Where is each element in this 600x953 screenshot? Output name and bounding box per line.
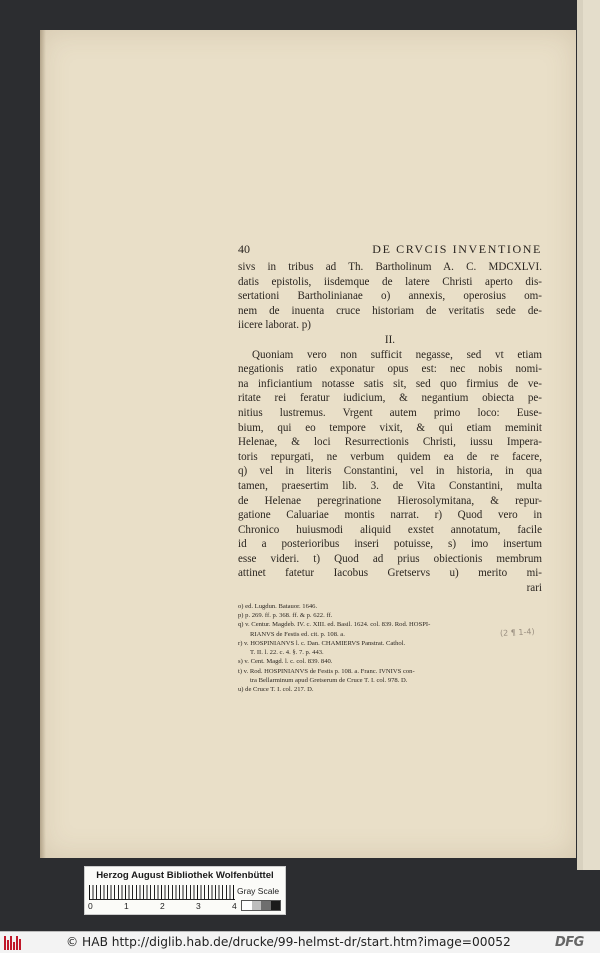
body-line: id a posterioribus inseri potuisse, s) imo insertum [238, 538, 542, 551]
body-line: q) vel in literis Constantini, vel in historia, in qua [238, 465, 542, 478]
body-line: na inficiantium notasse satis sit, sed quo firmius de ve- [238, 377, 542, 390]
body-line: sertationi Bartholinianae o) annexis, operosius om- [238, 290, 542, 303]
catchword: rari [526, 582, 542, 595]
ruler-number: 1 [124, 901, 129, 911]
body-line: toris repurgati, ne verbum quidem ea de re facere, [238, 450, 542, 463]
body-line: attinet fatetur Iacobus Gretservs u) merito mi- [238, 567, 542, 580]
ruler-numbers [85, 901, 245, 913]
hab-logo-icon [4, 936, 22, 950]
footer-bar [0, 931, 600, 953]
ruler-scale [89, 885, 235, 900]
gray-swatch [252, 901, 262, 910]
gray-swatch [242, 901, 252, 910]
footnote: q) v. Centur. Magdeb. IV. c. XIII. ed. Basil. 1624. col. 839. Rod. HOSPI- [238, 621, 431, 629]
body-line: gatione Caluariae montis narrat. r) Quod vero in [238, 509, 542, 522]
body-line: ritate rei feratur iudicium, & negantium obiecta pe- [238, 392, 542, 405]
dfg-logo: DFG [555, 935, 584, 950]
body-line: datis epistolis, iisdemque de latere Christi aperto dis- [238, 275, 542, 288]
footnote: tra Bellarminum apud Gretserum de Cruce T. I. col. 978. D. [250, 677, 408, 685]
color-calibration-bar [84, 866, 286, 915]
footnote: u) de Cruce T. I. col. 217. D. [238, 686, 314, 694]
body-line: Chronico huiusmodi aliquid exstet annotatum, facile [238, 523, 542, 536]
body-line: iicere laborat. p) [238, 319, 311, 332]
footnote: RIANVS de Festis ed. cit. p. 108. a. [250, 630, 345, 638]
footnotes [238, 602, 542, 695]
library-name: Herzog August Bibliothek Wolfenbüttel [96, 870, 274, 881]
body-line: tamen, praesertim lib. 3. de Vita Constantini, multa [238, 479, 542, 492]
book-page [40, 30, 576, 858]
body-line: bium, qui eo tempore vixit, & qui etiam meminit [238, 421, 542, 434]
gray-scale-label: Gray Scale [237, 886, 280, 896]
running-title: DE CRVCIS INVENTIONE [372, 242, 542, 256]
body-line: esse videri. t) Quod ad prius obiectionis membrum [238, 552, 542, 565]
body-line: nitius lustremus. Vrgent autem primo loco: Euse- [238, 406, 542, 419]
footnote: o) ed. Lugdun. Batauor. 1646. [238, 602, 318, 610]
body-line: de Helenae peregrinatione Hierosolymitana, & repur- [238, 494, 542, 507]
body-line: negationis ratio exponatur opus est: nec nobis nomi- [238, 363, 542, 376]
body-line: Helenae, & loci Resurrectionis Christi, iussu Impera- [238, 436, 542, 449]
footnote: T. II. l. 22. c. 4. §. 7. p. 443. [250, 649, 324, 657]
ruler-number: 2 [160, 901, 165, 911]
gray-swatch [261, 901, 271, 910]
page-number: 40 [238, 242, 250, 256]
body-line: Quoniam vero non sufficit negasse, sed vt etiam [252, 348, 542, 361]
body-line: sivs in tribus ad Th. Bartholinum A. C. MDCXLVI. [238, 261, 542, 273]
footnote: p) p. 269. ff. p. 368. ff. & p. 622. ff. [238, 611, 333, 619]
ruler-number: 4 [232, 901, 237, 911]
ruler-number: 0 [88, 901, 93, 911]
section-number: II. [384, 333, 396, 346]
pencil-annotation: (2 ¶ 1-4) [499, 627, 535, 638]
footnote: t) v. Rod. HOSPINIANVS de Festis p. 108. a. Franc. IVNIVS con- [238, 667, 415, 675]
source-url[interactable]: © HAB http://diglib.hab.de/drucke/99-helmst-dr/start.htm?image=00052 [66, 935, 511, 949]
adjacent-page-margin [583, 0, 600, 870]
gray-swatch [271, 901, 281, 910]
footnote: r) v. HOSPINIANVS l. c. Dan. CHAMIERVS Panstrat. Cathol. [238, 639, 406, 647]
text-block [238, 240, 542, 695]
ruler-number: 3 [196, 901, 201, 911]
footnote: s) v. Cent. Magd. l. c. col. 839. 840. [238, 658, 333, 666]
gray-scale-swatches [241, 900, 281, 911]
running-head [238, 240, 542, 258]
body-line: nem de inuenta cruce historiam de veritatis sede de- [238, 304, 542, 317]
body-text [238, 260, 542, 596]
